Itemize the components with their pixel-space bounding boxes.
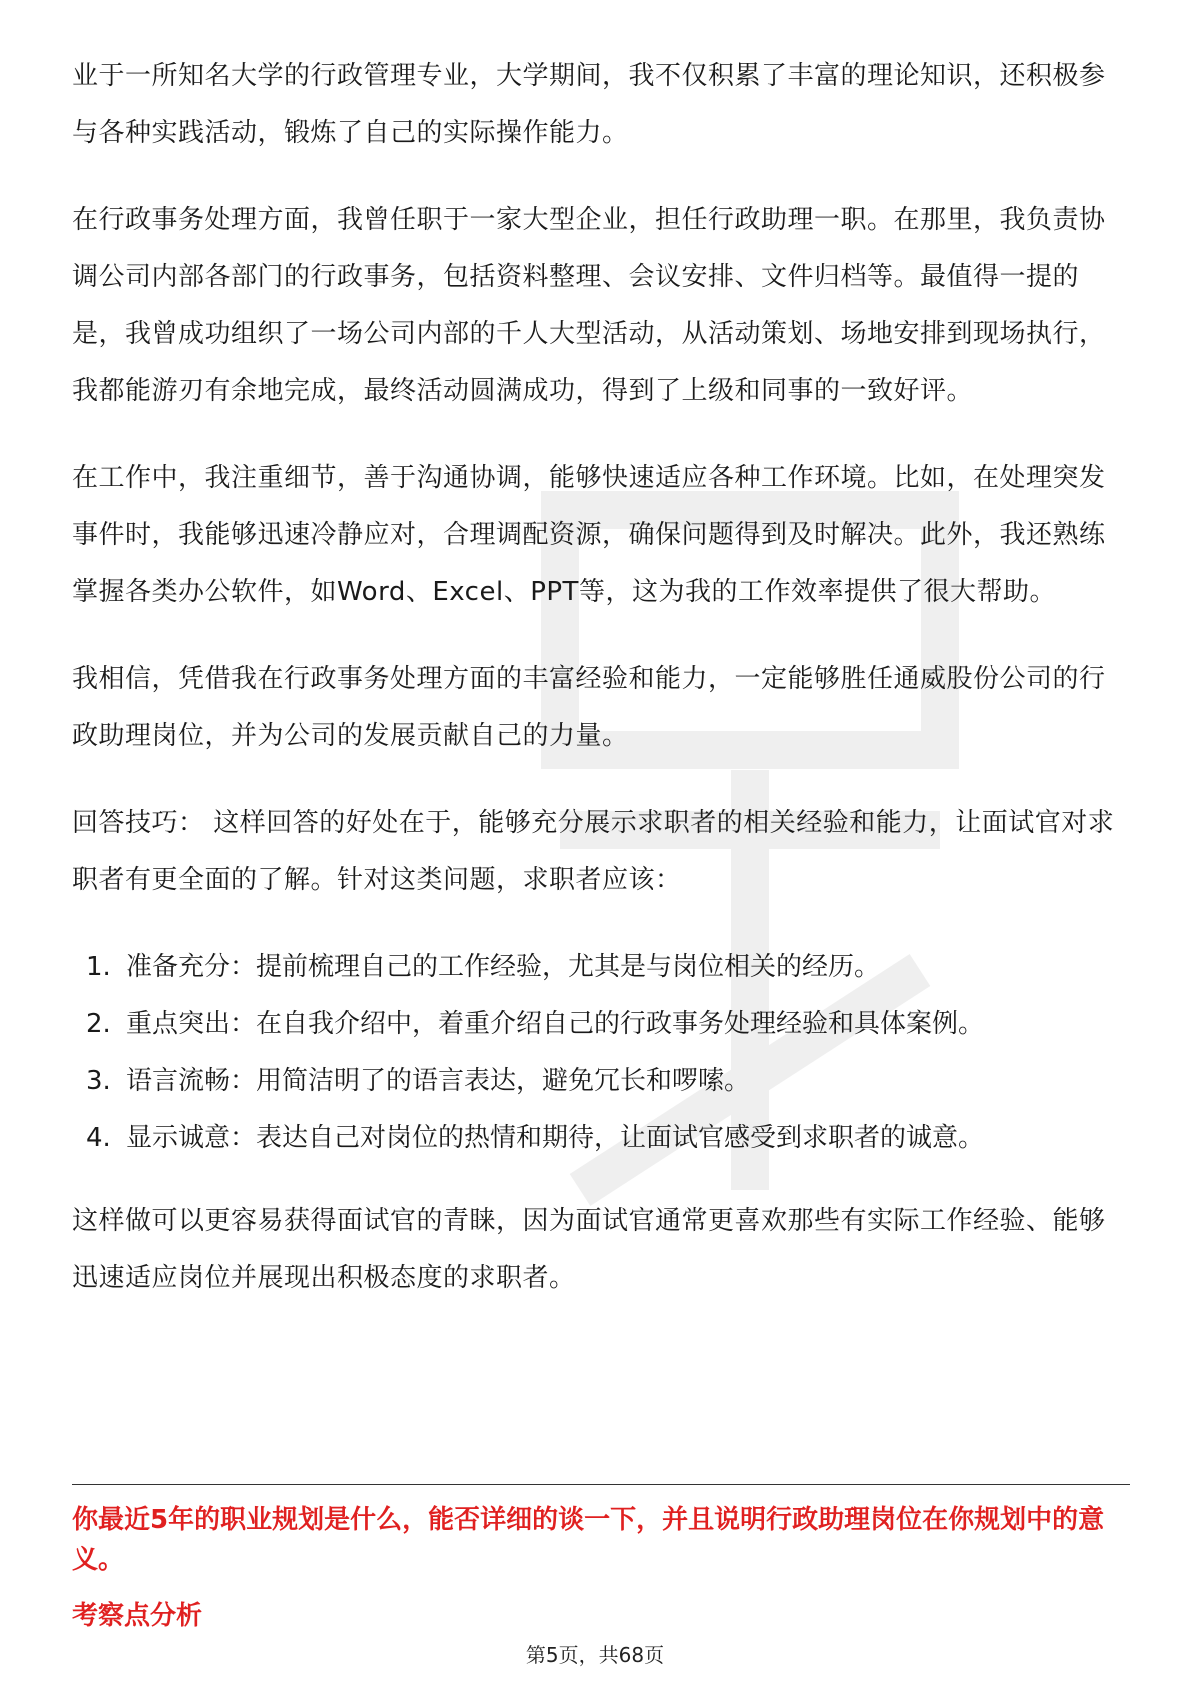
paragraph-experience: 在行政事务处理方面，我曾任职于一家大型企业，担任行政助理一职。在那里，我负责协调公司内部各部门的行政事务，包括资料整理、会议安排、文件归档等。最值得一提的是，我曾成功组织了一场公司内部的千人大型活动，从活动策划、场地安排到现场执行，我都能游刃有余地完成，最终活动圆满成功，得到了上级和同事的一致好评。 (72, 205, 1106, 406)
tips-list (72, 939, 1130, 1167)
paragraph-skills: 在工作中，我注重细节，善于沟通协调，能够快速适应各种工作环境。比如，在处理突发事件时，我能够迅速冷静应对，合理调配资源，确保问题得到及时解决。此外，我还熟练掌握各类办公软件，如Word、Excel、PPT等，这为我的工作效率提供了很大帮助。 (72, 463, 1106, 607)
list-item-number: 3. (86, 1066, 111, 1096)
main-content (72, 48, 1130, 1337)
list-item-text: 显示诚意：表达自己对岗位的热情和期待，让面试官感受到求职者的诚意。 (126, 1123, 985, 1153)
paragraph-closing: 这样做可以更容易获得面试官的青睐，因为面试官通常更喜欢那些有实际工作经验、能够迅速适应岗位并展现出积极态度的求职者。 (72, 1206, 1106, 1293)
list-item-number: 4. (86, 1123, 111, 1153)
list-item-text: 重点突出：在自我介绍中，着重介绍自己的行政事务处理经验和具体案例。 (126, 1009, 985, 1039)
list-item-number: 1. (86, 952, 111, 982)
list-item (72, 939, 1130, 996)
section-divider (72, 1484, 1130, 1485)
page-number-footer: 第5页，共68页 (525, 1643, 665, 1667)
list-item (72, 1110, 1130, 1167)
paragraph-education: 业于一所知名大学的行政管理专业，大学期间，我不仅积累了丰富的理论知识，还积极参与各种实践活动，锻炼了自己的实际操作能力。 (72, 61, 1106, 148)
section-title: 考察点分析 (72, 1601, 203, 1631)
list-item (72, 996, 1130, 1053)
list-item-text: 准备充分：提前梳理自己的工作经验，尤其是与岗位相关的经历。 (126, 952, 881, 982)
paragraph-answer-tips: 回答技巧： 这样回答的好处在于，能够充分展示求职者的相关经验和能力，让面试官对求职者有更全面的了解。针对这类问题，求职者应该： (72, 808, 1115, 895)
paragraph-conclusion: 我相信，凭借我在行政事务处理方面的丰富经验和能力，一定能够胜任通威股份公司的行政助理岗位，并为公司的发展贡献自己的力量。 (72, 664, 1106, 751)
next-question-heading: 你最近5年的职业规划是什么，能否详细的谈一下，并且说明行政助理岗位在你规划中的意义。 (72, 1505, 1105, 1575)
list-item-text: 语言流畅：用简洁明了的语言表达，避免冗长和啰嗦。 (126, 1066, 751, 1096)
list-item-number: 2. (86, 1009, 111, 1039)
list-item (72, 1053, 1130, 1110)
